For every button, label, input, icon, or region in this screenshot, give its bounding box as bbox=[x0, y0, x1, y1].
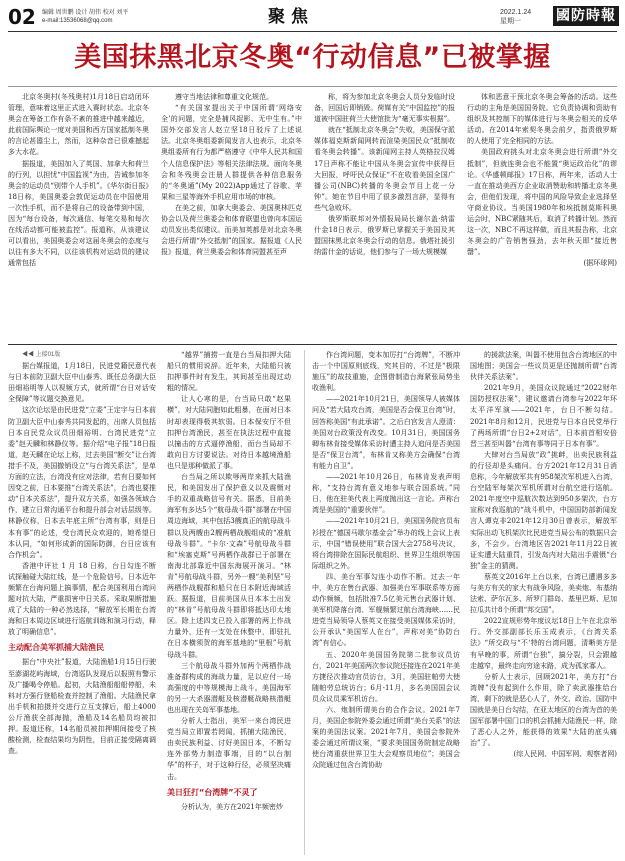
article-paragraph: 的援款法案，叫嚣不使用包含台湾地区的中国地图；美国会一些议员更是还抛制所谓“台湾伙伴关系法案”。 bbox=[470, 351, 617, 382]
top-article-column-4 bbox=[467, 92, 617, 340]
top-article-column-1 bbox=[8, 92, 149, 340]
source-credit: (综人民网、中国军网、观察者网) bbox=[513, 750, 617, 759]
article-paragraph: 在美之前，加拿大奥委会、美国奥林匹克协会以及荷兰奥委会和体育联盟也曾向本国运动员发出类似建议。而美加英都是对北京冬奥会进行所谓“外交抵制”的国家。据报道《人民报》报道，荷兰奥委会和体育同盟甚至声 bbox=[161, 203, 302, 257]
main-headline: 美国抹黑北京冬奥“行动信息”已被掌握 bbox=[74, 42, 551, 73]
article-paragraph: ——2021年10月21日，美国领导人被媒体问及“若大陆攻台湾，美国是否会保卫台湾”时，回答称美国“有此承诺”。之后白宫发言人澄清：美国对台政策没有改变。10月31日，美国国务卿布林肯接受媒体采访时遭主持人追问是否美国是否“保卫台湾”，布林肯又称美方会确保“台湾有能力自卫”。 bbox=[312, 395, 460, 470]
article-paragraph: 据台媒报道，1月18日，民进党籍民意代表与日本前防卫副大臣中山泰秀、既任总务副大臣田畑裕明等人以视频方式，就所谓“台日对话安全保障”等议题交换意见。 bbox=[8, 362, 156, 404]
bottom-article-column-2 bbox=[167, 350, 291, 855]
top-article-column-3 bbox=[314, 92, 455, 340]
article-paragraph: 分析人士表示，回顾2021年，美方打“台湾牌”没有起到什么作用，除了卖武器推给台湾，剩下的就是恶心人了，外交、政治、国防中国就是美日台勾结，在亚太地区的台湾为首的美国军部署中国门口的机会抓捕大陆渔民一样，除了恶心人之外，能获得的效果“大陆的底头痛治”了。 bbox=[470, 672, 617, 748]
staff-credits bbox=[42, 9, 128, 25]
headline-divider bbox=[8, 86, 617, 87]
article-paragraph: 2021年9月，美国众议院通过“2022财年国防授权法案”，建议邀请台湾参与2022年环太平洋军演——2021年，台日不断勾结。2021年8月和12月，民进党与日本自民党举行了两场所谓“台日2+2对话”，日本前首相安倍晋三甚至叫嚣“台湾有事等同于日本有事”。 bbox=[470, 384, 617, 448]
article-paragraph: 称，将为参加北京冬奥会人员分发临时设备，回国后即销毁。荷媒有关“中国监控”的报道被中国驻荷兰大使馆批为“毫无事实根据”。 bbox=[314, 93, 455, 124]
article-paragraph: 五、2020年美国国务院第二批参议员访台，2021年美国两次参议院还接连在2021年美方捷径次推动官员访台，3月，美国驻帕劳大使随帕劳总统访台；6月-11月，多名美国国会议员众议员乘军机访台。 bbox=[312, 650, 460, 703]
issue-weekday: 星期一 bbox=[500, 18, 521, 25]
header-divider bbox=[8, 31, 617, 32]
article-paragraph: 香港中评社 1 月 18 日称，台日勾连不断试探触碰大陆红线，是一个危险信号。日本近年频繁在台海问题上搞事情，配合美国利用台湾问题对抗大陆，严重损害中日关系。采取果断措施成了大陆的一种必然选择，“解放军长期在台湾海和日本周边区域进行巡航训练和演习行动，释放了明确信息”。 bbox=[8, 561, 156, 637]
article-paragraph: 蔡英文2016年上台以来，台湾已遭遇多多与美方有关的家大有战争风险，美卖炮、布基纳法索、萨尔瓦多、所罗门群岛、基里巴斯、尼加拉瓜共计8个所谓“邦交国”。 bbox=[470, 572, 617, 615]
article-paragraph: “有关国家提出关于中国所谓‘网络安全’的问题，完全是捕风捉影、无中生有。”中国外交部发言人赵立坚18日驳斥了上述说法。北京冬奥组委新闻发言人也表示，北京冬奥组委所有行为都严格遵守《中华人民共和国个人信息保护法》等相关法律法规。面向冬奥会和冬残奥会注册人群提供各种信息服务的“冬奥通”(My 2022)App通过了谷歌、苹果和三星等海外手机应用市场的审核。 bbox=[161, 104, 302, 201]
article-paragraph: 三个航母战斗群外加两个两栖作战准备群构成的海战力量，足以应付一场高强度的中等规模海上战斗。美国海军的另一大杀器潜艇及核潜艇战略核潜艇也出现在关岛军事基地。 bbox=[167, 661, 291, 714]
article-paragraph: 就在“抵制北京冬奥会”失败，美国保守派媒体福克斯新闻网转而渲染美国民众“抵制收看冬奥会转播”。该新闻网主持人英格拉汉姆17日声称不能让中国从冬奥会宣传中获得巨大回报，呼吁民众保证“不在收看美国全国广播公司(NBC)转播的冬奥会节目上花一分钟”。她在节目中用了很多激烈言辞，显得有些气急败坏。 bbox=[314, 126, 455, 212]
article-subheading: 主动配合美军抓捕大陆渔民 bbox=[8, 643, 104, 653]
article-paragraph: 六、炮制所谓美台的合作会议。2021年7月，美国企参院外委会通过所谓“美台关系”的法案的美国法议案。2021年7月，美国会参院外委会通过所谓议案，“要求美国国务院制定战略使台湾重获世界卫生大会观察员地位”；美国会众院通过包含台湾协助 bbox=[312, 706, 460, 770]
article-subheading: 美日狂打“台湾牌”不灵了 bbox=[167, 787, 258, 797]
article-divider bbox=[8, 344, 617, 345]
article-paragraph: 美国政府挑头对北京冬奥会进行所谓“外交抵制”，但就连奥会也不能置“奥运政治化”的谬论。《华盛顿邮报》17日称，两年来，活动人士一直在推动美西方企业取消赞助和转播北京冬奥会，但他们发现，将中国的风险导致企业选择坚守商业协议。当美国1980年和埃抵制莫斯科奥运会时，NBC紧随其后，取消了转播计划。然而这一次，NBC不再这样做，而且其报告称，北京冬奥会的广告销售强劲，去年秋天即“接近售罄”。 bbox=[467, 148, 617, 257]
article-paragraph: 这次论坛是由民进党“立委”王定宇与日本前防卫副大臣中山泰秀共同发起的，出席人员包括日本自民党众议员田畑裕明、台湾民进党“立委”赵天麟和林静仪等。据介绍“电子报”18日报道，赵天麟在论坛上称，过去美国“断交”让台湾措手不及，美国撤销设立“与台湾关系法”，是单方面的立法，台湾没有应对法律，若有日要如何因变之前，日本要推“台湾关系法”，台湾也要推动“日本关系法”，提升双方关系，如强各领域合作，建立日常沟通平台和提升部会对话层级等。林静仪称，日本去年底主所“台湾有事，则是日本有事”的论述，受台湾民众欢迎的，她希望日本认同，“如何形成新的国际防御，台日应该有合作机会”。 bbox=[8, 406, 156, 559]
continued-from-marker: ◀◀ 上接01版 bbox=[22, 352, 61, 358]
article-paragraph: 体和恶意干预北京冬奥会筹备的活动。这些行动的主角是美国国务院。它负责协调和资助有组织及其控制下的媒体进行与冬奥会相关的反华活动。在2014年索契冬奥会前夕，指责俄罗斯的人使用了完全相同的方法。 bbox=[467, 93, 617, 146]
page-number: 02 bbox=[8, 5, 36, 29]
page-header bbox=[8, 6, 617, 30]
proofreader-credit: 校对 刘平 bbox=[102, 10, 129, 16]
section-title: 聚焦 bbox=[268, 7, 314, 27]
article-paragraph: 分析人士指出，美军一来台湾民进党当局立即置若罔闻，抓捕大陆渔民，由卖民族利益、讨好美国日本，不断勾连外部势力制造事端，目的“以台制华”的杯子，对于这种行径，必须坚决痛击。 bbox=[167, 717, 291, 781]
bottom-article-column-4 bbox=[470, 350, 617, 855]
issue-date-block bbox=[500, 8, 531, 26]
article-paragraph: 分析认为，美方在2021年频密炒 bbox=[181, 802, 283, 811]
designer-credit: 设计 胡伟 bbox=[75, 10, 102, 16]
article-paragraph: 据台“中央社”报道，大陆渔船1月15日行驶至澎湖花屿海域，台湾巡队发现后以报照有警示及广播喝令停船。起初，大陆渔船船船停船，未料对方强行登船检查并控制了渔船。大陆渔民拿出手机和拍摄并交进行立互支撑后，船上4000公斤渔获全部海抛，渔船及14名船员均被扣押。报道还称，14名船员被扣押期间接受了核酸检测，检查结果均为阴性，目前正接受隔离调查。 bbox=[8, 658, 156, 756]
email-contact[interactable]: e-mail:13536068@qq.com bbox=[42, 18, 113, 24]
top-article-column-2 bbox=[161, 92, 302, 340]
column-separator bbox=[304, 350, 305, 855]
article-paragraph: 台当局之所以欺辱两岸来抓大陆渔民，和美国发出了保护意义以及震慑对手的双重战略信号有关。据悉，目前美海军有多达5个“航母战斗群”部署在中国周边海域，其中包括3艘真正的航母战斗群以及两艘由2艘两栖战舰组成的“准航母战斗群”。“卡尔·文森”号航母战斗群和“埃塞克斯”号两栖作战群已于部署在南海北部靠近中国东海展开演习。“林肯”号航母战斗群，另外一艘“美利坚”号两栖作战舰群和船只在日本附近海域活跃。据报道，目前美国从日本本土出发的“林肯”号航母战斗群即将抵达印太地区。除上述四支已投入部署的两上作战力量外，还有一支处在休整中，即驻扎在日本横须贺的海军基地的“里根”号航母战斗群。 bbox=[167, 473, 291, 659]
article-paragraph: 据报道，美国加入了英国、加拿大和荷兰的行列，以担忧“中国监视”为由，告诫参加冬奥会的运动员“别带个人手机”。《华尔街日报》18日称，美国奥委会敦促运动员在中国使用一次性手机，而不是将自己的设备带到中国，因为“每台设备，每次通信、每笔交易和每次在线活动都可能被监控”。报道称，从该建议可以看出，美国奥委会对这届冬奥会的态度与以往有多大不同，以往该机构对运动员的建议通常包括 bbox=[8, 159, 149, 268]
newspaper-brand-logo: 國防時報 bbox=[553, 6, 619, 26]
article-paragraph: 北京冬奥村(冬残奥村)1月18日启动闭环管理，意味着这里正式进入赛时状态。北京冬奥会在筹备工作有条不紊的推进中越来越近，此前国际舆论一度对美国和西方国家抵制冬奥的言论甚嚣尘上，然而，这种杂音已很难撼起多大水花。 bbox=[8, 93, 149, 157]
issue-date: 2022.1.24 bbox=[500, 9, 532, 16]
article-paragraph: 2022宣规形势年度议坛18日上午在北京举行。外交部副部长乐玉成表示，《台湾关系法》“所交政与“不‘特的台湾问题，清晰美方是有早晚的事，所谓“台独”，搞分裂，只会跟越走越窄，最终走向穷途末路，成为孤家寡人。 bbox=[470, 617, 617, 670]
article-paragraph: 遵守当地法律和尊重文化规范。 bbox=[175, 93, 273, 101]
article-paragraph: ——2021年10月21日，美国国务院官员布衫授在“德国马歇尔基金会”举办的线上会议上表示，中国“错误使用”联合国大会2758号决议，将台湾排除在国际民航组织、世界卫生组织等国际组织之外。 bbox=[312, 517, 460, 570]
bottom-article-column-3 bbox=[312, 350, 460, 855]
bottom-article-column-1 bbox=[8, 350, 156, 855]
article-paragraph: “越界”捕捞一直是台当局扣押大陆船只的惯用说辞。近年来，大陆船只被扣押事件时有发生，其间甚至出现过动粗的情况。 bbox=[167, 351, 291, 393]
article-paragraph: 四、美台军事勾连小动作不断。过去一年中，美方在售台武器、加强美台军事联系等方面动作频频，包括批准7.5亿美元售台武器计划、美军机降落台湾、军舰频繁过航台湾海峡……民进党当局领导人蔡英文在接受美国媒体采访时，公开承认“美国军人在台”，声称对美“协防台湾”有信心。 bbox=[312, 572, 460, 648]
article-paragraph: 作台湾问题，变本加厉打“台湾牌”，不断冲击一个中国原则底线，究其目的，不过是“极限施压”的故技重施，企图借制造台海紧张局势坐收渔利。 bbox=[312, 351, 460, 393]
article-paragraph: 俄罗斯联邦对外情报局局长谢尔盖·纳雷什金18日表示，俄罗斯已掌握关于美国及其盟国抹黑北京冬奥会行动的信息。俄塔社援引纳雷什金的话说，他们参与了一场大规模媒 bbox=[314, 215, 455, 257]
source-credit: (据环球网) bbox=[583, 259, 617, 268]
article-paragraph: ——2021年10月26日，布林肯发表声明称，“支持台湾有意义地参与联合国系统。”同日，他在驻美代表上再度抛出这一言论。声称台湾是美国的“重要伙伴”。 bbox=[312, 473, 460, 515]
editor-credit: 编辑 周世鹏 bbox=[42, 10, 74, 16]
article-paragraph: 让人心寒的是，台当局只敢“赵果横”，对大陆同胞如此粗暴，在面对日本时却表现得极其软弱。日本保安厅不但扣押台湾渔民，甚至在执法过程中直接以撞击的方式逼停渔船，而台当局却不敢向日方讨要说法。对待日本越境渔船也只是那种做派了事。 bbox=[167, 395, 291, 470]
article-paragraph: 大肆对台当局放“政”挑衅，出卖民族利益的行径却是头痛问。台方2021年12月31日消息称，今年解放军共有958架次军机进入台湾，台空陆军每架次军机所谓对台航空进行巡航。2021年度空中巡航次数达到950多架次，台方宣称对我巡航的“战斗机中，中国国防部新闻发言人谭克非2021年12月30日曾表示，解放军实际出动飞机架次比民进党当局公布的数据只会多，不会少。台湾地区告2021年11月22日被证实遭大陆重罚，引发岛内对大陆出手震慑“台独”金主的猜测。 bbox=[470, 450, 617, 570]
